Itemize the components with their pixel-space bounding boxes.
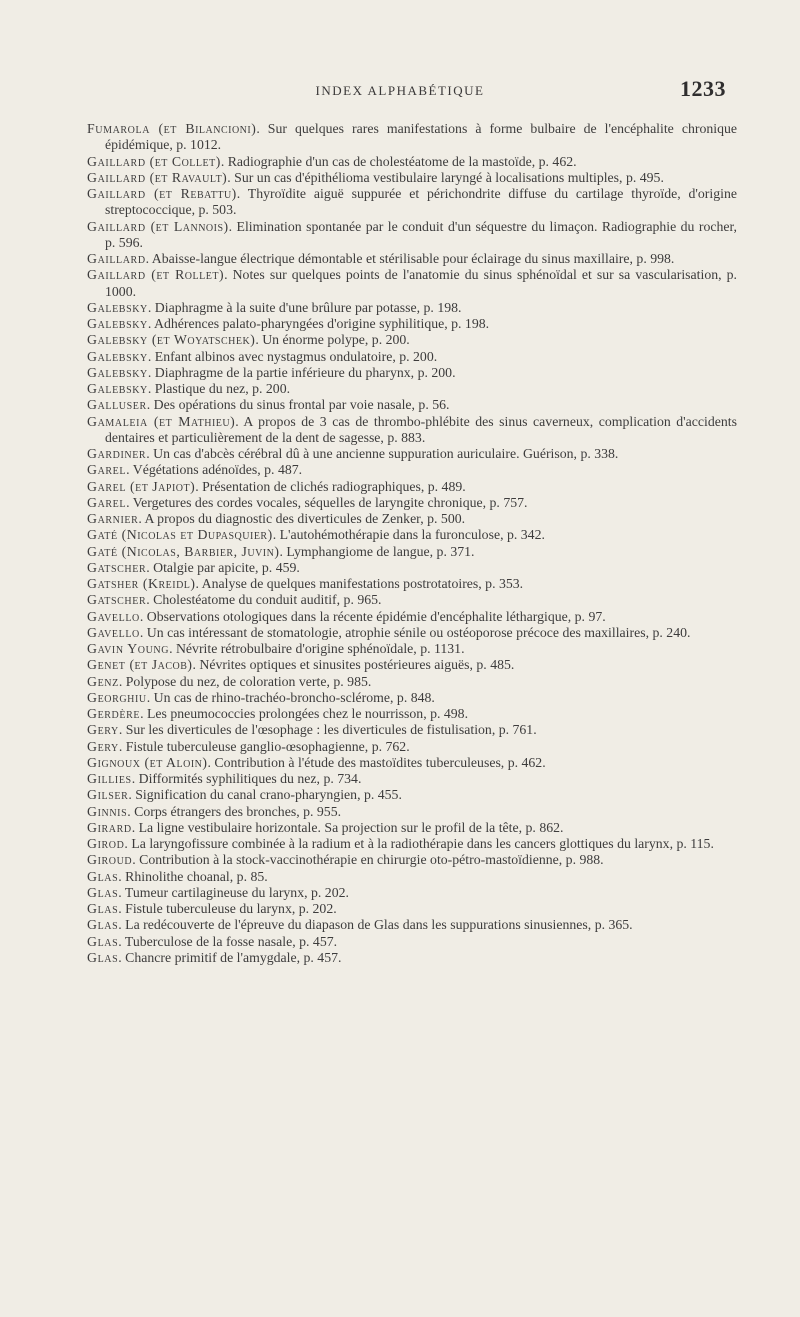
entry-title: . Contribution à l'étude des mastoïdites tuberculeuses, p. 462. [207, 754, 546, 770]
index-entry [87, 657, 737, 673]
entry-coauthors: (et Woyatschek) [147, 332, 256, 348]
entry-title: . Tuberculose de la fosse nasale, p. 457. [118, 933, 338, 949]
entry-title: . Otalgie par apicite, p. 459. [146, 559, 300, 575]
entry-coauthors: (et Aloin) [140, 754, 208, 770]
entry-coauthors: (Nicolas et Dupasquier) [117, 527, 273, 543]
index-entry [87, 251, 737, 267]
index-entry [87, 804, 737, 820]
entry-title: . Polypose du nez, de coloration verte, p. 985. [118, 673, 372, 689]
entry-author: Gaillard [87, 267, 146, 283]
index-entry [87, 300, 737, 316]
entry-author: Girard [87, 819, 132, 835]
running-header-title: INDEX ALPHABÉTIQUE [315, 83, 485, 98]
entry-author: Glas [87, 917, 119, 933]
entry-title: . Corps étrangers des bronches, p. 955. [127, 803, 342, 819]
index-entry [87, 397, 737, 413]
page-number: 1233 [680, 76, 726, 101]
entry-title: . Les pneumococcies prolongées chez le nourrisson, p. 498. [140, 706, 469, 721]
entry-title: . Tumeur cartilagineuse du larynx, p. 202. [118, 884, 349, 900]
entry-author: Galebsky [87, 299, 148, 315]
index-entry [87, 544, 737, 560]
entry-title: . Un cas intéressant de stomatologie, atrophie sénile ou ostéoporose précoce des maxillaires, p. 240. [139, 624, 691, 640]
entry-title: . Abaisse-langue électrique démontable et stérilisable pour éclairage du sinus maxillaire, p. 998. [145, 251, 675, 266]
entry-author: Gilser [87, 787, 129, 803]
entry-author: Gavin Young [87, 641, 170, 656]
entry-coauthors: (et Rollet) [145, 267, 225, 283]
entry-author: Genet [87, 657, 126, 673]
entry-title: . A propos du diagnostic des diverticules de Zenker, p. 500. [138, 511, 466, 526]
index-entry [87, 154, 737, 170]
entry-author: Garel [87, 494, 127, 510]
entry-author: Gardiner [87, 446, 147, 461]
entry-author: Gaté [87, 527, 118, 543]
entry-title: . Analyse de quelques manifestations postrotatoires, p. 353. [195, 576, 524, 591]
entry-title: . Rhinolithe choanal, p. 85. [118, 868, 268, 884]
entry-title: . Diaphragme de la partie inférieure du pharynx, p. 200. [147, 364, 456, 380]
index-entry [87, 332, 737, 348]
entry-title: . La laryngofissure combinée à la radium et à la radiothérapie dans les cancers glottiques du larynx, p. 115. [124, 836, 714, 851]
index-entry [87, 852, 737, 868]
entry-author: Glas [87, 868, 119, 884]
entry-title: . Sur un cas d'épithélioma vestibulaire laryngé à localisations multiples, p. 495. [227, 169, 664, 185]
index-entry [87, 560, 737, 576]
entry-title: . Vergetures des cordes vocales, séquelles de laryngite chronique, p. 757. [126, 494, 528, 510]
index-entry [87, 885, 737, 901]
entry-coauthors: (et Ravault) [145, 169, 228, 185]
entry-title: . Névrite rétrobulbaire d'origine sphénoïdale, p. 1131. [169, 641, 465, 656]
index-entry [87, 267, 737, 300]
index-entry [87, 755, 737, 771]
entry-title: . Présentation de clichés radiographiques, p. 489. [195, 478, 466, 494]
entry-author: Gerdère [87, 706, 141, 721]
entry-author: Gery [87, 738, 119, 754]
entry-author: Galebsky [87, 364, 148, 380]
index-entry [87, 495, 737, 511]
index-entry [87, 170, 737, 186]
entry-author: Gatsher [87, 576, 139, 591]
index-entry [87, 771, 737, 787]
entry-title: . Contribution à la stock-vaccinothérapie en chirurgie oto-pétro-mastoïdienne, p. 988. [132, 852, 604, 868]
entry-author: Gaillard [87, 218, 146, 234]
entry-author: Garel [87, 462, 127, 478]
index-entry [87, 869, 737, 885]
entry-author: Garel [87, 478, 127, 494]
entry-author: Gaillard [87, 169, 146, 185]
entry-title: . Radiographie d'un cas de cholestéatome de la mastoïde, p. 462. [220, 153, 577, 169]
entry-title: . La redécouverte de l'épreuve du diapason de Glas dans les suppurations sinusiennes, p. 365. [118, 917, 633, 933]
entry-title: . Fistule tuberculeuse ganglio-œsophagienne, p. 762. [118, 738, 410, 754]
entry-title: . Thyroïdite aiguë suppurée et périchondrite diffuse du cartilage thyroïde, d'origine streptococcique, p. 503. [105, 186, 737, 218]
entry-coauthors: (et Japiot) [126, 478, 196, 494]
entry-coauthors: (et Lannois) [145, 218, 229, 234]
index-entry [87, 820, 737, 836]
index-entry [87, 316, 737, 332]
index-entry [87, 365, 737, 381]
entry-coauthors: (Nicolas, Barbier, Juvin) [117, 543, 280, 559]
entry-title: . Lymphangiome de langue, p. 371. [279, 543, 475, 559]
entry-author: Galebsky [87, 381, 148, 396]
entry-author: Fumarola [87, 121, 151, 136]
index-entry [87, 511, 737, 527]
index-entry [87, 349, 737, 365]
entry-author: Galebsky [87, 316, 148, 331]
entry-author: Gavello [87, 624, 140, 640]
index-entry [87, 690, 737, 706]
entry-author: Gatscher [87, 592, 147, 608]
index-entry [87, 706, 737, 722]
index-entry [87, 186, 737, 219]
entry-author: Gaillard [87, 186, 146, 201]
entry-title: . Enfant albinos avec nystagmus ondulatoire, p. 200. [147, 348, 438, 364]
entry-author: Gamaleia [87, 413, 148, 429]
entry-title: . Végétations adénoïdes, p. 487. [126, 462, 303, 478]
entry-author: Glas [87, 933, 119, 949]
entry-author: Glas [87, 901, 119, 916]
entry-coauthors: (et Collet) [145, 153, 221, 169]
index-entry [87, 739, 737, 755]
index-entry [87, 901, 737, 917]
entry-author: Gaté [87, 543, 118, 559]
entry-coauthors: (Kreidl) [138, 576, 196, 591]
index-entry [87, 950, 737, 966]
entry-title: . Fistule tuberculeuse du larynx, p. 202. [118, 901, 337, 916]
index-entry [87, 674, 737, 690]
entry-title: . Diaphragme à la suite d'une brûlure par potasse, p. 198. [147, 299, 462, 315]
entry-author: Glas [87, 949, 119, 965]
index-entry [87, 576, 737, 592]
entry-author: Georghiu [87, 689, 147, 705]
entry-coauthors: (et Rebattu) [145, 186, 237, 201]
entry-title: . Elimination spontanée par le conduit d'un séquestre du limaçon. Radiographie du rocher, p. 596. [105, 218, 737, 250]
entry-author: Genz [87, 673, 119, 689]
entry-author: Galebsky [87, 332, 148, 348]
entry-author: Ginnis [87, 803, 128, 819]
entry-title: . Difformités syphilitiques du nez, p. 734. [131, 771, 362, 786]
entry-author: Gaillard [87, 153, 146, 169]
entry-title: . Névrites optiques et sinusites postérieures aiguës, p. 485. [192, 657, 515, 673]
entry-coauthors: (et Jacob) [125, 657, 193, 673]
entry-title: . Plastique du nez, p. 200. [147, 381, 291, 396]
entry-title: . Notes sur quelques points de l'anatomie du sinus sphénoïdal et sur sa vascularisation, p. 1000. [105, 267, 737, 299]
index-entry [87, 121, 737, 154]
entry-title: . L'autohémothérapie dans la furonculose, p. 342. [272, 527, 545, 543]
index-entry [87, 446, 737, 462]
entry-author: Galebsky [87, 348, 148, 364]
entry-title: . Signification du canal crano-pharyngien, p. 455. [128, 787, 402, 803]
entry-title: . Des opérations du sinus frontal par voie nasale, p. 56. [146, 397, 450, 413]
entry-title: . Sur les diverticules de l'œsophage : les diverticules de fistulisation, p. 761. [118, 722, 537, 738]
entry-title: . Adhérences palato-pharyngées d'origine syphilitique, p. 198. [147, 316, 490, 331]
entry-author: Gatscher [87, 559, 147, 575]
entry-author: Giroud [87, 852, 133, 868]
index-entry [87, 934, 737, 950]
index-entry [87, 381, 737, 397]
entry-author: Glas [87, 884, 119, 900]
entry-title: . Un énorme polype, p. 200. [255, 332, 410, 348]
entry-title: . Cholestéatome du conduit auditif, p. 965. [146, 592, 382, 608]
entry-coauthors: (et Bilancioni) [150, 121, 257, 136]
index-entry [87, 479, 737, 495]
entry-coauthors: (et Mathieu) [147, 413, 236, 429]
entry-author: Galluser [87, 397, 147, 413]
index-entry [87, 625, 737, 641]
index-entry [87, 787, 737, 803]
entry-title: . Un cas d'abcès cérébral dû à une ancienne suppuration auriculaire. Guérison, p. 338. [146, 446, 619, 461]
index-entry [87, 219, 737, 252]
entry-author: Gery [87, 722, 119, 738]
entry-title: . A propos de 3 cas de thrombo-phlébite des sinus caverneux, complication d'accidents dentaires et particulièrement de la dent de sagesse, p. 883. [105, 413, 737, 445]
entry-title: . Un cas de rhino-trachéo-broncho-sclérome, p. 848. [146, 689, 435, 705]
index-entry [87, 836, 737, 852]
index-entry [87, 609, 737, 625]
entry-title: . La ligne vestibulaire horizontale. Sa projection sur le profil de la tête, p. 862. [131, 819, 564, 835]
index-entry [87, 462, 737, 478]
entry-author: Gillies [87, 771, 132, 786]
index-entry [87, 917, 737, 933]
entry-title: . Observations otologiques dans la récente épidémie d'encéphalite léthargique, p. 97. [139, 608, 606, 624]
entry-author: Gaillard [87, 251, 146, 266]
entry-author: Garnier [87, 511, 139, 526]
index-entry [87, 641, 737, 657]
entry-author: Girod [87, 836, 125, 851]
entry-author: Gavello [87, 608, 140, 624]
index-entry [87, 722, 737, 738]
index-entry [87, 527, 737, 543]
index-entry [87, 414, 737, 447]
entry-title: . Chancre primitif de l'amygdale, p. 457. [118, 949, 342, 965]
entry-title: . Sur quelques rares manifestations à forme bulbaire de l'encéphalite chronique épidémique, p. 1012. [105, 121, 737, 153]
entry-author: Gignoux [87, 754, 141, 770]
index-entries-list [87, 121, 737, 966]
index-entry [87, 592, 737, 608]
